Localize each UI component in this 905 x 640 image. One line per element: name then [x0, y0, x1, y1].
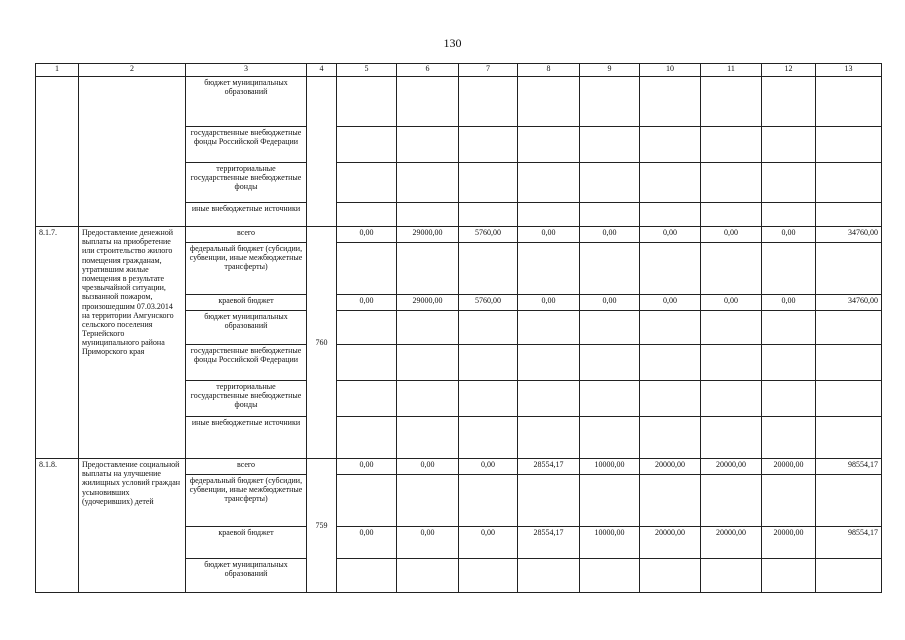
column-header: 5	[337, 64, 397, 77]
value-cell	[459, 203, 518, 227]
value-cell	[397, 203, 459, 227]
value-cell	[580, 243, 640, 295]
value-cell	[459, 345, 518, 381]
value-cell	[701, 475, 762, 527]
value-cell	[518, 345, 580, 381]
value-cell: 34760,00	[816, 295, 882, 311]
value-cell: 10000,00	[580, 459, 640, 475]
value-cell	[640, 203, 701, 227]
table-body	[36, 64, 882, 593]
value-cell	[701, 203, 762, 227]
value-cell	[762, 381, 816, 417]
value-cell: 5760,00	[459, 295, 518, 311]
value-cell	[337, 163, 397, 203]
value-cell	[580, 127, 640, 163]
value-cell: 0,00	[701, 295, 762, 311]
funding-source-cell: краевой бюджет	[186, 527, 307, 559]
value-cell	[816, 163, 882, 203]
value-cell: 29000,00	[397, 227, 459, 243]
value-cell: 29000,00	[397, 295, 459, 311]
value-cell	[762, 163, 816, 203]
value-cell: 0,00	[397, 459, 459, 475]
value-cell: 0,00	[518, 227, 580, 243]
value-cell: 0,00	[337, 295, 397, 311]
value-cell	[580, 203, 640, 227]
table-row	[36, 227, 882, 243]
value-cell	[640, 163, 701, 203]
column-header: 8	[518, 64, 580, 77]
value-cell	[580, 381, 640, 417]
column-header: 3	[186, 64, 307, 77]
value-cell	[816, 559, 882, 593]
value-cell	[701, 127, 762, 163]
column-header: 2	[79, 64, 186, 77]
value-cell	[816, 381, 882, 417]
continuation-num	[36, 77, 79, 227]
value-cell	[459, 311, 518, 345]
column-header: 6	[397, 64, 459, 77]
section-name: Предоставление денежной выплаты на приобретение или строительство жилого помещения гражданам, утратившим жилые помещения в результате чрезвычайной ситуации, вызванной пожаром, произошедшим 07.03.2014 на территории Амгунского сельского поселения Тернейского муниципального района Приморского края	[79, 227, 186, 459]
value-cell	[701, 417, 762, 459]
value-cell	[762, 345, 816, 381]
column-header: 9	[580, 64, 640, 77]
value-cell	[640, 475, 701, 527]
value-cell	[762, 311, 816, 345]
value-cell	[459, 417, 518, 459]
value-cell	[518, 311, 580, 345]
value-cell	[397, 77, 459, 127]
value-cell	[397, 311, 459, 345]
value-cell: 0,00	[762, 227, 816, 243]
value-cell	[397, 559, 459, 593]
funding-source-cell: государственные внебюджетные фонды Российской Федерации	[186, 345, 307, 381]
value-cell	[701, 163, 762, 203]
value-cell	[640, 417, 701, 459]
value-cell	[397, 243, 459, 295]
funding-source-cell: бюджет муниципальных образований	[186, 559, 307, 593]
value-cell	[816, 475, 882, 527]
value-cell	[397, 345, 459, 381]
value-cell: 20000,00	[640, 527, 701, 559]
value-cell	[459, 381, 518, 417]
funding-source-cell: всего	[186, 227, 307, 243]
value-cell	[762, 127, 816, 163]
budget-table	[35, 63, 882, 593]
value-cell: 20000,00	[701, 459, 762, 475]
funding-source-cell: бюджет муниципальных образований	[186, 311, 307, 345]
value-cell	[337, 345, 397, 381]
value-cell: 0,00	[580, 227, 640, 243]
value-cell: 0,00	[459, 459, 518, 475]
value-cell	[580, 345, 640, 381]
page-number: 130	[443, 36, 462, 50]
value-cell	[762, 559, 816, 593]
value-cell	[762, 417, 816, 459]
value-cell	[459, 559, 518, 593]
value-cell	[337, 381, 397, 417]
value-cell	[459, 127, 518, 163]
value-cell	[337, 417, 397, 459]
value-cell	[580, 163, 640, 203]
value-cell	[397, 475, 459, 527]
value-cell	[640, 345, 701, 381]
column-header: 12	[762, 64, 816, 77]
column-header: 4	[307, 64, 337, 77]
value-cell: 0,00	[337, 227, 397, 243]
value-cell	[701, 381, 762, 417]
value-cell	[337, 203, 397, 227]
value-cell	[518, 559, 580, 593]
value-cell	[397, 417, 459, 459]
value-cell: 98554,17	[816, 527, 882, 559]
value-cell	[816, 243, 882, 295]
value-cell: 98554,17	[816, 459, 882, 475]
value-cell: 0,00	[518, 295, 580, 311]
value-cell	[580, 311, 640, 345]
value-cell	[518, 243, 580, 295]
continuation-name	[79, 77, 186, 227]
value-cell	[640, 559, 701, 593]
value-cell	[640, 243, 701, 295]
value-cell: 20000,00	[762, 527, 816, 559]
value-cell: 20000,00	[762, 459, 816, 475]
value-cell	[580, 475, 640, 527]
value-cell: 34760,00	[816, 227, 882, 243]
value-cell	[337, 243, 397, 295]
continuation-code	[307, 77, 337, 227]
column-header: 11	[701, 64, 762, 77]
value-cell	[518, 381, 580, 417]
value-cell	[518, 77, 580, 127]
value-cell: 28554,17	[518, 527, 580, 559]
column-header: 7	[459, 64, 518, 77]
funding-source-cell: иные внебюджетные источники	[186, 203, 307, 227]
funding-source-cell: территориальные государственные внебюджетные фонды	[186, 163, 307, 203]
value-cell: 28554,17	[518, 459, 580, 475]
value-cell	[459, 163, 518, 203]
value-cell	[701, 345, 762, 381]
section-name: Предоставление социальной выплаты на улучшение жилищных условий граждан усыновивших (удочеривших) детей	[79, 459, 186, 593]
value-cell	[701, 243, 762, 295]
value-cell	[337, 559, 397, 593]
value-cell	[701, 559, 762, 593]
value-cell: 0,00	[459, 527, 518, 559]
funding-source-cell: всего	[186, 459, 307, 475]
value-cell	[518, 127, 580, 163]
value-cell	[337, 311, 397, 345]
value-cell	[459, 475, 518, 527]
funding-source-cell: территориальные государственные внебюджетные фонды	[186, 381, 307, 417]
value-cell	[701, 311, 762, 345]
section-number: 8.1.8.	[36, 459, 79, 593]
value-cell: 20000,00	[701, 527, 762, 559]
value-cell	[640, 127, 701, 163]
value-cell	[816, 127, 882, 163]
value-cell	[580, 559, 640, 593]
header-row	[36, 64, 882, 77]
value-cell	[816, 311, 882, 345]
value-cell	[337, 475, 397, 527]
funding-source-cell: бюджет муниципальных образований	[186, 77, 307, 127]
value-cell: 10000,00	[580, 527, 640, 559]
value-cell	[397, 163, 459, 203]
value-cell	[816, 417, 882, 459]
value-cell	[701, 77, 762, 127]
value-cell	[580, 77, 640, 127]
value-cell	[762, 243, 816, 295]
value-cell	[518, 203, 580, 227]
funding-source-cell: федеральный бюджет (субсидии, субвенции, иные межбюджетные трансферты)	[186, 243, 307, 295]
value-cell: 0,00	[580, 295, 640, 311]
funding-source-cell: государственные внебюджетные фонды Российской Федерации	[186, 127, 307, 163]
value-cell	[762, 203, 816, 227]
value-cell: 0,00	[640, 295, 701, 311]
value-cell	[337, 77, 397, 127]
value-cell	[640, 311, 701, 345]
section-code: 760	[307, 227, 337, 459]
column-header: 13	[816, 64, 882, 77]
table-row	[36, 459, 882, 475]
value-cell	[518, 475, 580, 527]
value-cell	[580, 417, 640, 459]
value-cell	[337, 127, 397, 163]
value-cell	[816, 77, 882, 127]
value-cell: 0,00	[762, 295, 816, 311]
funding-source-cell: иные внебюджетные источники	[186, 417, 307, 459]
value-cell	[762, 77, 816, 127]
value-cell	[397, 381, 459, 417]
value-cell	[640, 77, 701, 127]
value-cell	[762, 475, 816, 527]
value-cell: 0,00	[397, 527, 459, 559]
funding-source-cell: краевой бюджет	[186, 295, 307, 311]
value-cell: 5760,00	[459, 227, 518, 243]
value-cell	[518, 163, 580, 203]
column-header: 10	[640, 64, 701, 77]
value-cell	[459, 77, 518, 127]
value-cell: 20000,00	[640, 459, 701, 475]
value-cell	[816, 203, 882, 227]
value-cell: 0,00	[337, 527, 397, 559]
section-number: 8.1.7.	[36, 227, 79, 459]
value-cell	[816, 345, 882, 381]
value-cell	[459, 243, 518, 295]
value-cell	[397, 127, 459, 163]
table-row	[36, 77, 882, 127]
value-cell: 0,00	[337, 459, 397, 475]
funding-source-cell: федеральный бюджет (субсидии, субвенции, иные межбюджетные трансферты)	[186, 475, 307, 527]
column-header: 1	[36, 64, 79, 77]
value-cell	[518, 417, 580, 459]
value-cell: 0,00	[640, 227, 701, 243]
section-code: 759	[307, 459, 337, 593]
value-cell	[640, 381, 701, 417]
value-cell: 0,00	[701, 227, 762, 243]
